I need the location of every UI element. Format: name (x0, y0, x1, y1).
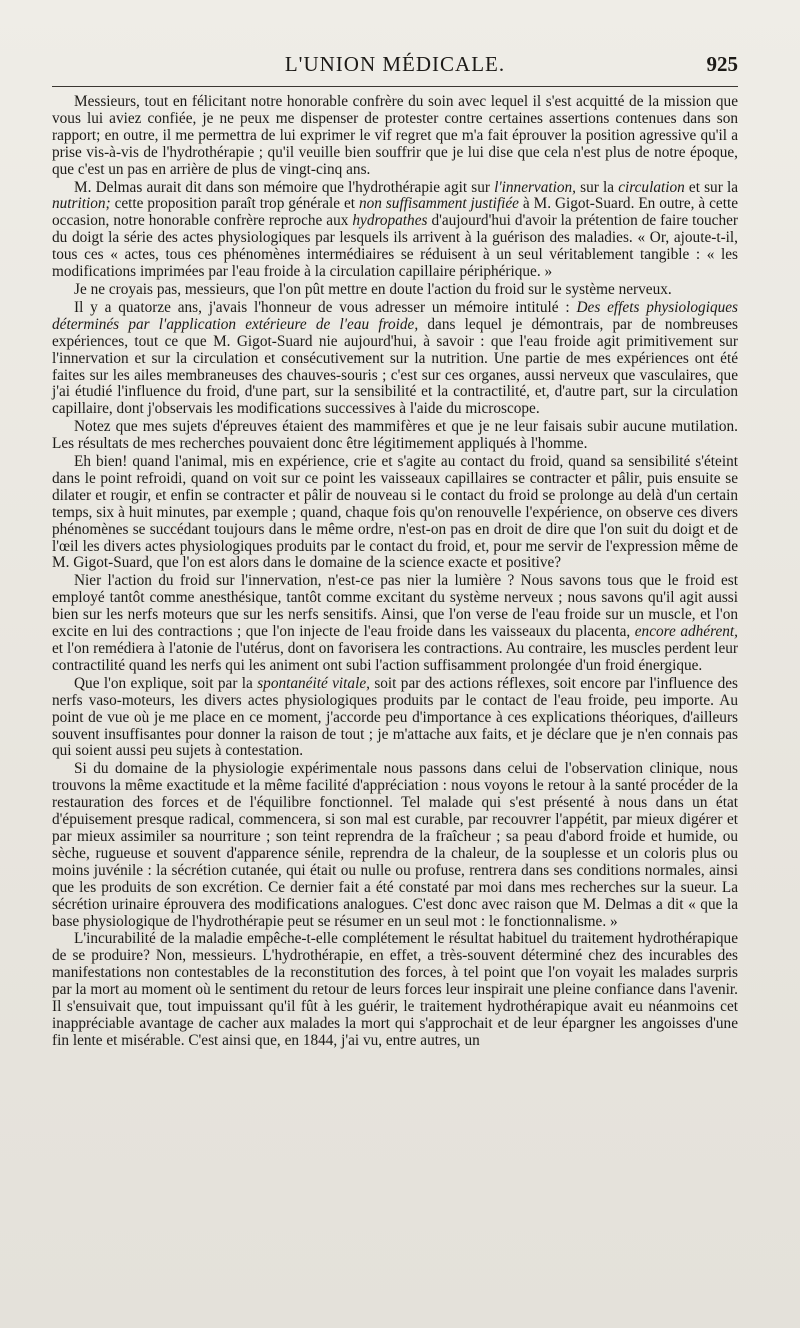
journal-title: L'UNION MÉDICALE. (284, 52, 506, 76)
paragraph-text: cette proposition paraît trop générale et (110, 195, 359, 213)
running-head (52, 52, 738, 82)
italic-text: l'innervation, (494, 178, 576, 196)
paragraph (52, 931, 738, 1049)
paragraph-text: soit par des actions réflexes, soit encore par l'influence des nerfs vaso-moteurs, les divers actes physiologiques produits par le contact de l'eau froide, peu importe. Au point de vue où je me place en ce moment, j'accorde peu d'importance à ces explications théoriques, d'ailleurs souvent insuffisantes pour donner la raison de tout ; je m'attache aux faits, et je déclare que je n'en connais pas qui soient aussi peu sujets à contestation. (52, 674, 738, 760)
paragraph-text: Notez que mes sujets d'épreuves étaient des mammifères et que je ne leur faisais subir aucune mutilation. Les résultats de mes recherches pouvaient donc être légitimement appliqués à l'homme. (52, 418, 738, 453)
paragraph-text: Eh bien! quand l'animal, mis en expérience, crie et s'agite au contact du froid, quand sa sensibilité s'éteint dans le point refroidi, quand on voit sur ce point les vaisseaux capillaires se contracter et pâlir, puis ensuite se dilater et rougir, et enfin se contracter et pâlir de nouveau si le contact du froid se prolonge au delà d'un certain temps, six à huit minutes, par exemple ; quand, chaque fois qu'on renouvelle l'expérience, on observe ces divers phénomènes se succédant toujours dans le même ordre, n'est-on pas en droit de dire que l'on suit du doigt et de l'œil les divers actes physiologiques produits par le contact du froid, et, pour me servir de l'expression même de M. Gigot-Suard, que l'on est alors dans le domaine de la science exacte et positive? (52, 453, 738, 572)
paragraph (52, 282, 738, 299)
paragraph (52, 676, 738, 761)
header-rule (52, 86, 738, 87)
paragraph-text: Messieurs, tout en félicitant notre honorable confrère du soin avec lequel il s'est acquitté de la mission que vous lui aviez confiée, je ne peux me dispenser de protester contre certaines assertions contenues dans son rapport; en outre, il me permettra de lui exprimer le vif regret que m'a fait éprouver la position agressive qu'il a prise vis-à-vis de l'hydrothérapie ; qu'il veuille bien souffrir que je lui dise que cela n'est plus de notre époque, que c'est un pas en arrière de plus de vingt-cinq ans. (52, 93, 738, 178)
paragraph-text: et l'on remédiera à l'atonie de l'utérus, dont on favorisera les contractions. Au contraire, les muscles perdent leur contractilité quand les nerfs qui les animent ont subi l'action suffisamment prolongée d'un froid énergique. (52, 640, 738, 674)
paragraph-text: Je ne croyais pas, messieurs, que l'on pût mettre en doute l'action du froid sur le système nerveux. (74, 280, 672, 298)
paragraph-text: sur la (576, 178, 619, 196)
italic-text: circulation (618, 178, 685, 196)
paragraph-text: Il y a quatorze ans, j'avais l'honneur de vous adresser un mémoire intitulé : (74, 298, 577, 316)
italic-text: spontanéité vitale, (257, 674, 370, 692)
paragraph (52, 300, 738, 418)
paragraph (52, 94, 738, 179)
page-number: 925 (706, 52, 738, 76)
italic-text: Des effets physiologiques déterminés par l'application extérieure de l'eau froide, (52, 298, 738, 333)
paragraph (52, 180, 738, 281)
italic-text: hydropathes (352, 212, 428, 230)
italic-text: non suffisamment justifiée (358, 195, 519, 213)
paragraph-text: Que l'on explique, soit par la (74, 674, 258, 692)
paragraph (52, 419, 738, 453)
paragraph-text: L'incurabilité de la maladie empêche-t-elle complétement le résultat habituel du traitement hydrothérapique de se produire? Non, messieurs. L'hydrothérapie, en effet, a très-souvent déterminé chez des incurables des manifestations non contestables de la reconstitution des forces, à tel point que l'on voyait les malades surpris par la mort au moment où le sentiment du retour de leurs forces leur inspirait une pleine confiance dans l'avenir. Il s'ensuivait que, tout impuissant qu'il fût à les guérir, le traitement hydrothérapique avait eu néanmoins cet inappréciable avantage de cacher aux malades la mort qui s'approchait et de leur épargner les angoisses d'une fin lente et misérable. C'est ainsi que, en 1844, j'ai vu, entre autres, un (52, 930, 738, 1049)
italic-text: encore adhérent, (634, 623, 738, 641)
article-body (52, 94, 738, 1050)
italic-text: nutrition; (52, 195, 111, 213)
paragraph (52, 454, 738, 572)
paragraph-text: Si du domaine de la physiologie expérimentale nous passons dans celui de l'observation clinique, nous trouvons la même exactitude et la même facilité d'appréciation : nous voyons le retour à la santé procéder de la restauration des forces et de l'équilibre fonctionnel. Tel malade qui s'est présenté à nous dans un état d'épuisement presque radical, commencera, si son mal est curable, par recouvrer l'appétit, par mieux digérer et par mieux assimiler sa nourriture ; son teint reprendra de la fraîcheur ; sa peau d'abord froide et humide, ou sèche, rugueuse et souvent d'apparence sénile, reprendra de la chaleur, de la souplesse et un coloris plus ou moins juvénile : la sécrétion cutanée, qui était ou nulle ou profuse, rentrera dans ses conditions normales, ainsi que les produits de son excrétion. Ce dernier fait a été constaté par moi dans mes recherches sur la sueur. La sécrétion urinaire éprouvera des modifications analogues. C'est donc avec raison que M. Delmas a dit « que la base physiologique de l'hydrothérapie peut se résumer en un seul mot : le fonctionnalisme. » (52, 760, 738, 930)
paragraph-text: M. Delmas aurait dit dans son mémoire que l'hydrothérapie agit sur (74, 178, 495, 196)
paragraph-text: dans lequel je démontrais, par de nombreuses expériences, tout ce que M. Gigot-Suard nie aujourd'hui, à savoir : que l'eau froide agit primitivement sur l'innervation et sur la circulation et consécutivement sur la nutrition. Une partie de mes expériences ont été faites sur les ailes membraneuses des chauves-souris ; c'est sur ces organes, aussi nerveux que vasculaires, que j'ai étudié l'influence du froid, d'une part, sur la sensibilité et la contractilité, et, d'autre part, sur la circulation capillaire, dont j'observais les modifications successives à l'aide du microscope. (52, 315, 738, 418)
paragraph-text: Nier l'action du froid sur l'innervation, n'est-ce pas nier la lumière ? Nous savons tous que le froid est employé tantôt comme anesthésique, tantôt comme excitant du système nerveux ; nous savons qu'il agit aussi bien sur les nerfs moteurs que sur les nerfs sensitifs. Ainsi, que l'on verse de l'eau froide sur un muscle, et l'on excite en lui des contractions ; que l'on injecte de l'eau froide dans les vaisseaux du placenta, (52, 572, 738, 641)
paragraph (52, 573, 738, 674)
paragraph-text: à M. Gigot-Suard. En outre, à cette occasion, notre honorable confrère reproche aux (52, 195, 738, 230)
paragraph-text: et sur la (684, 178, 738, 196)
paragraph-text: d'aujourd'hui d'avoir la prétention de faire toucher du doigt la série des actes physiologiques par lesquels ils arrivent à la guérison des maladies. « Or, ajoute-t-il, tous ces « actes, tous ces phénomènes intermédiaires se réduisent à un seul véritablement tangible : « les modifications imprimées par l'eau froide à la circulation capillaire périphérique. » (52, 212, 738, 281)
paragraph (52, 761, 738, 930)
